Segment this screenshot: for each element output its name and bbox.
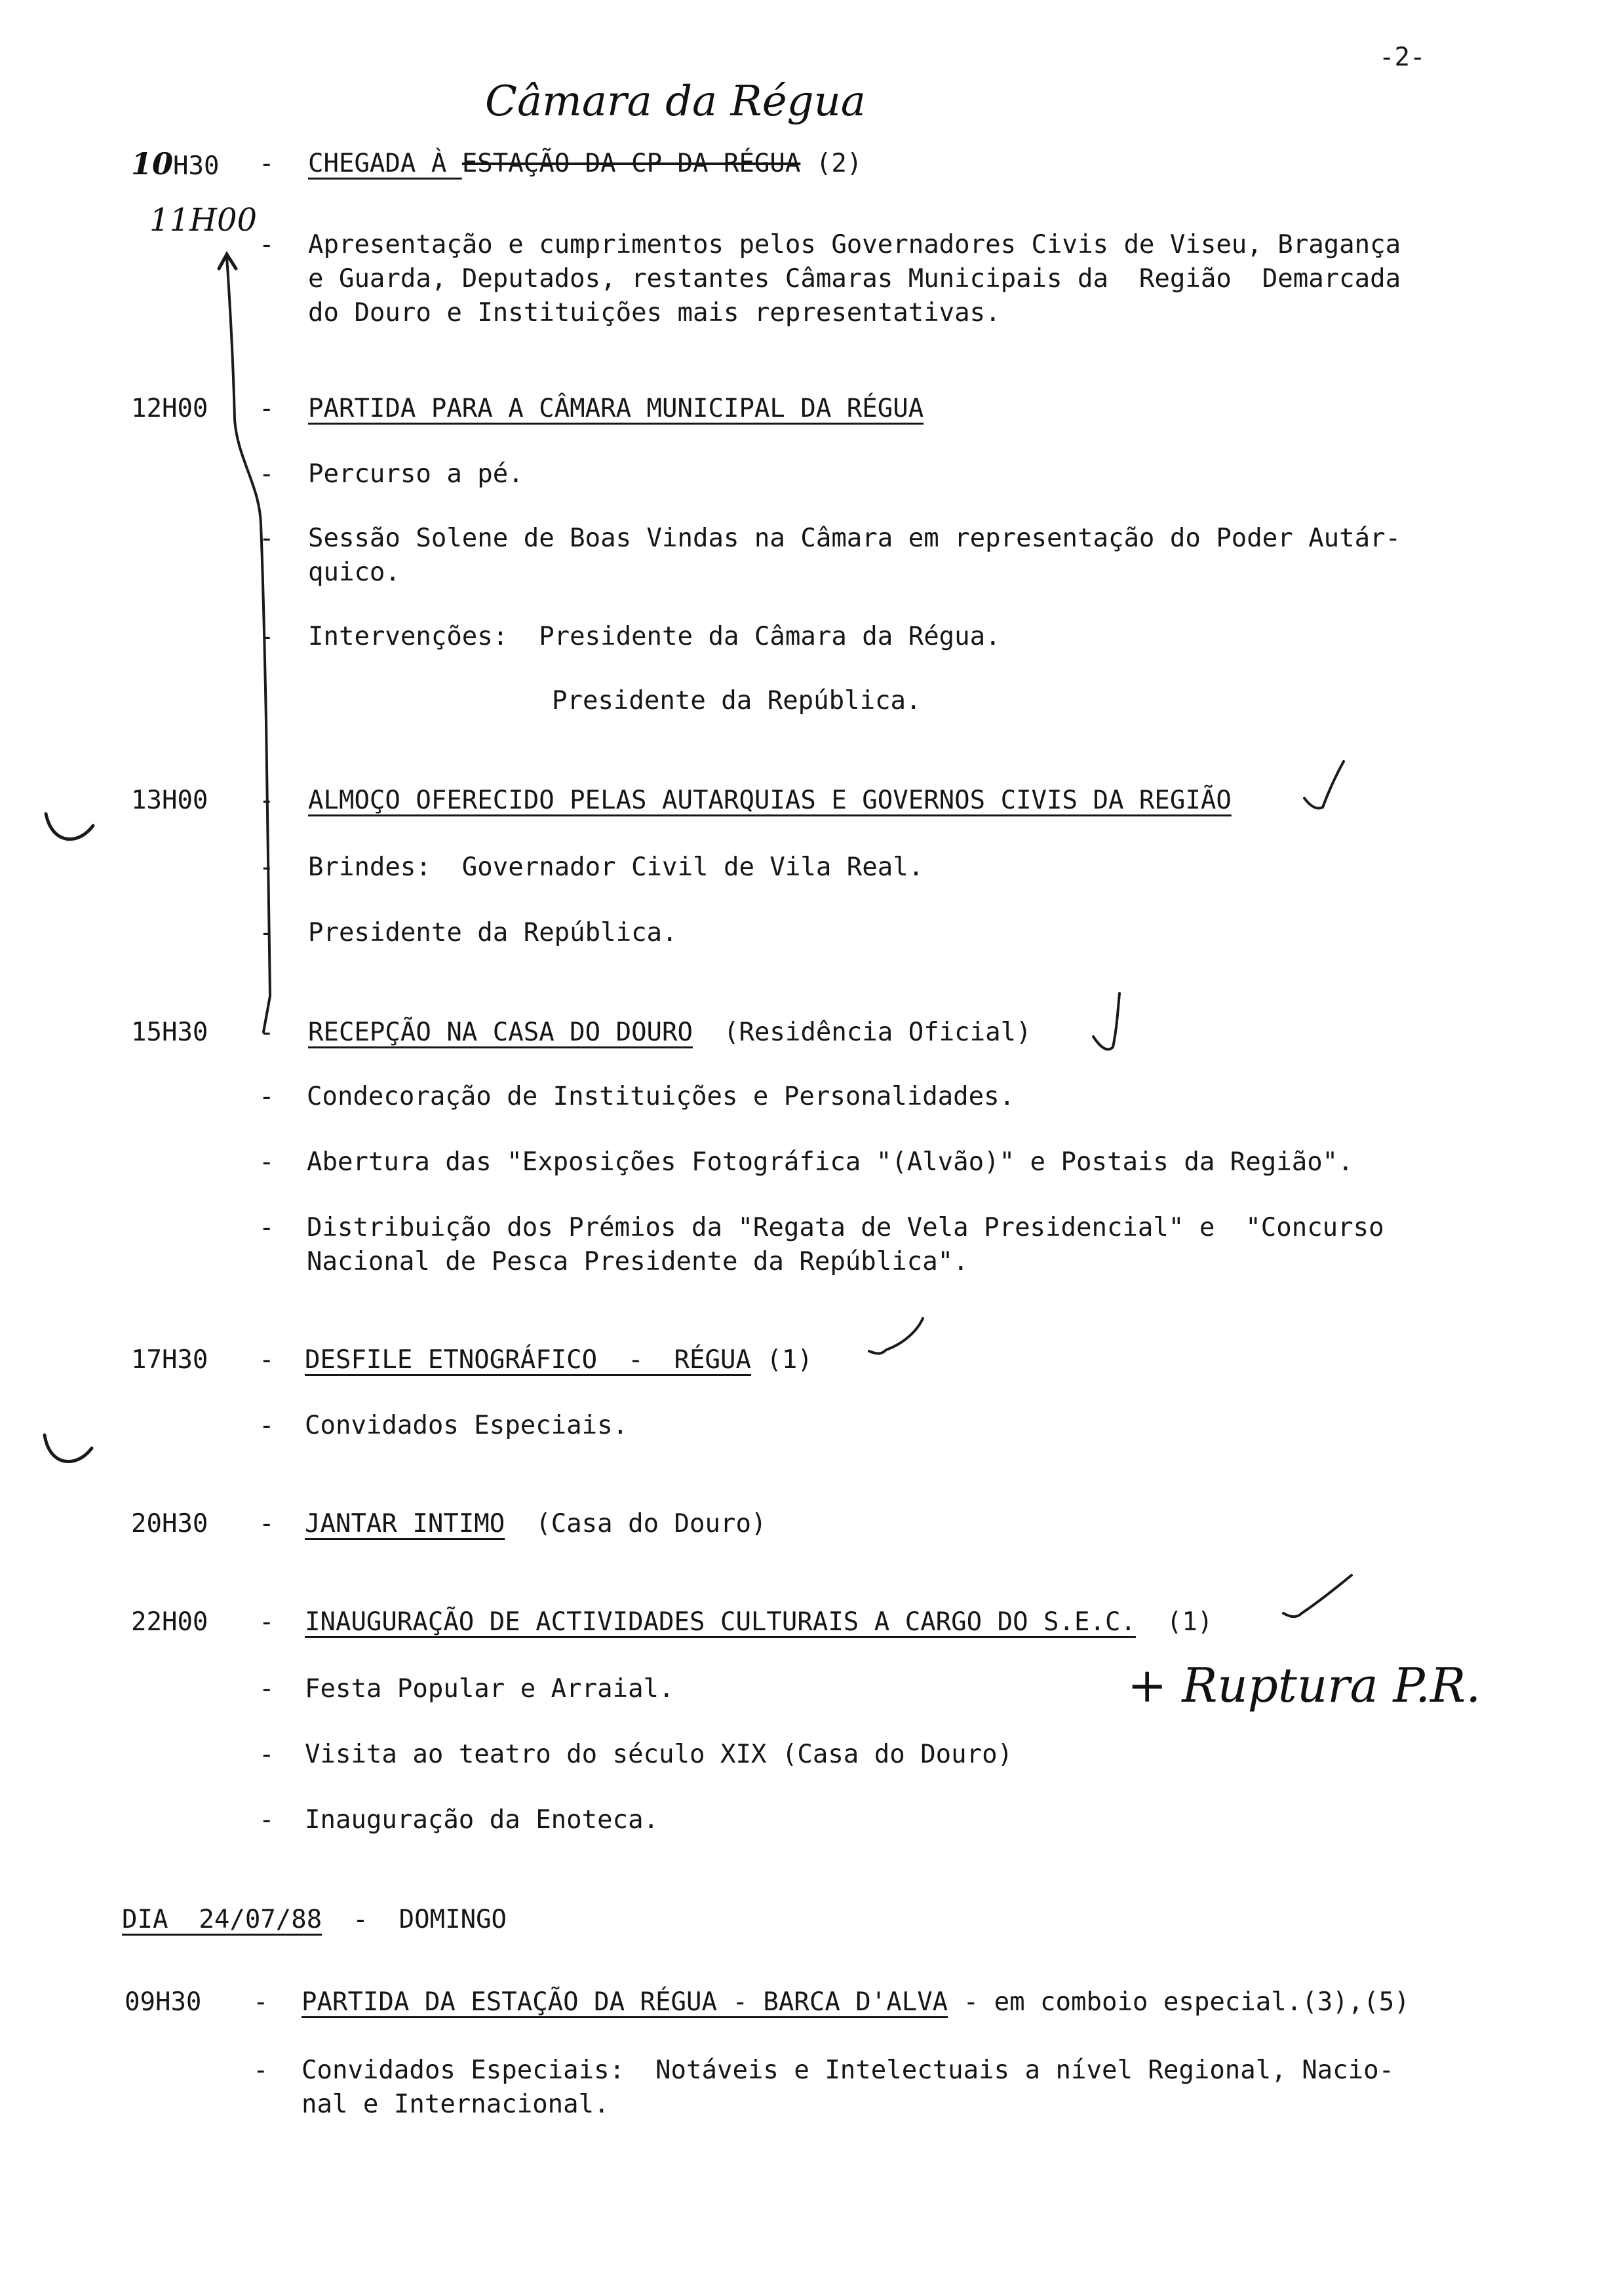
time-17h30: 17H30 [131,1345,208,1375]
item-text: quico. [308,558,400,587]
item-text: Visita ao teatro do século XIX (Casa do Douro) [305,1740,1013,1769]
heading-almoco: ALMOÇO OFERECIDO PELAS AUTARQUIAS E GOVERNOS CIVIS DA REGIÃO [308,786,1232,815]
heading-suffix: (1) [750,1345,813,1375]
check-mark [1283,1575,1352,1617]
time-dash: - [259,786,275,815]
item-text: Festa Popular e Arraial. [305,1674,674,1704]
item-dash: - [259,622,275,651]
item-dash: - [259,1082,275,1111]
heading-title: RECEPÇÃO NA CASA DO DOURO [308,1018,693,1047]
day-weekday: DOMINGO [399,1905,507,1934]
item-text: Apresentação e cumprimentos pelos Governadores Civis de Viseu, Bragança [308,230,1401,259]
heading-suffix: (Casa do Douro) [505,1509,767,1539]
item-dash: - [259,230,275,259]
item-text: Convidados Especiais: Notáveis e Intelectuais a nível Regional, Nacio- [302,2056,1395,2085]
check-mark [1093,993,1119,1049]
margin-mark [46,814,93,839]
time-22h00: 22H00 [131,1607,208,1637]
item-dash: - [259,1147,275,1177]
time-dash: - [253,1987,269,2017]
item-text: Nacional de Pesca Presidente da República". [307,1247,969,1276]
heading-partida-camara: PARTIDA PARA A CÂMARA MUNICIPAL DA RÉGUA [308,394,924,423]
heading-title-suffix: (2) [800,149,863,178]
item-text: nal e Internacional. [302,2090,610,2119]
item-dash: - [259,1740,275,1769]
heading-title: INAUGURAÇÃO DE ACTIVIDADES CULTURAIS A CARGO DO S.E.C. [305,1607,1136,1637]
item-text: Distribuição dos Prémios da "Regata de Vela Presidencial" e "Concurso [307,1213,1384,1242]
day-date: DIA 24/07/88 [122,1905,322,1934]
time-dash: - [259,394,275,423]
item-text: e Guarda, Deputados, restantes Câmaras Municipais da Região Demarcada [308,264,1401,294]
item-text: Abertura das "Exposições Fotográfica "(Alvão)" e Postais da Região". [307,1147,1353,1177]
heading-title-struck: ESTAÇÃO DA CP DA RÉGUA [461,149,801,178]
item-dash: - [259,1213,275,1242]
time-prefix-handwritten: 10 [131,146,174,182]
item-dash: - [259,459,275,489]
item-text: Sessão Solene de Boas Vindas na Câmara em representação do Poder Autár- [308,524,1401,553]
time-dash: - [259,1509,275,1539]
time-dash: - [259,1018,275,1047]
check-mark [1304,761,1344,808]
item-text: Presidente da República. [552,686,922,716]
bracket-line [227,257,270,1032]
item-dash: - [259,1674,275,1704]
heading-title-start: CHEGADA À [308,149,462,178]
margin-mark [45,1435,92,1461]
item-dash: - [259,852,275,882]
item-dash: - [259,1805,275,1835]
time-13h00: 13H00 [131,786,208,815]
heading-title: JANTAR INTIMO [305,1509,505,1539]
item-dash: - [259,524,275,553]
item-dash: - [259,918,275,947]
handwritten-time-fix: 11H00 [149,202,258,239]
handwritten-heading: Câmara da Régua [485,77,866,126]
check-mark [869,1318,923,1354]
time-suffix: H30 [173,151,220,181]
heading-suffix: - em comboio especial.(3),(5) [948,1987,1410,2017]
item-dash: - [253,2056,269,2085]
item-dash: - [259,1411,275,1440]
item-text: Convidados Especiais. [305,1411,629,1440]
item-text: Condecoração de Instituições e Personalidades. [307,1082,1015,1111]
item-text: Percurso a pé. [308,459,524,489]
item-text: do Douro e Instituições mais representativas. [308,298,1001,328]
item-text: Presidente da República. [308,918,678,947]
heading-title: DESFILE ETNOGRÁFICO - RÉGUA [305,1345,751,1375]
time-12h00: 12H00 [131,394,208,423]
handwritten-note: + Ruptura P.R. [1127,1658,1481,1713]
item-text: Brindes: Governador Civil de Vila Real. [308,852,924,882]
day-dash: - [353,1905,368,1934]
heading-suffix: (1) [1135,1607,1213,1637]
time-dash: - [259,149,275,178]
heading-title: PARTIDA DA ESTAÇÃO DA RÉGUA - BARCA D'ALVA [302,1987,948,2017]
time-dash: - [259,1345,275,1375]
time-20h30: 20H30 [131,1509,208,1539]
item-text: Inauguração da Enoteca. [305,1805,659,1835]
time-15h30: 15H30 [131,1018,208,1047]
heading-suffix: (Residência Oficial) [693,1018,1032,1047]
time-09h30: 09H30 [125,1987,202,2017]
time-dash: - [259,1607,275,1637]
page-number: -2- [1379,43,1426,72]
item-text: Intervenções: Presidente da Câmara da Régua. [308,622,1001,651]
